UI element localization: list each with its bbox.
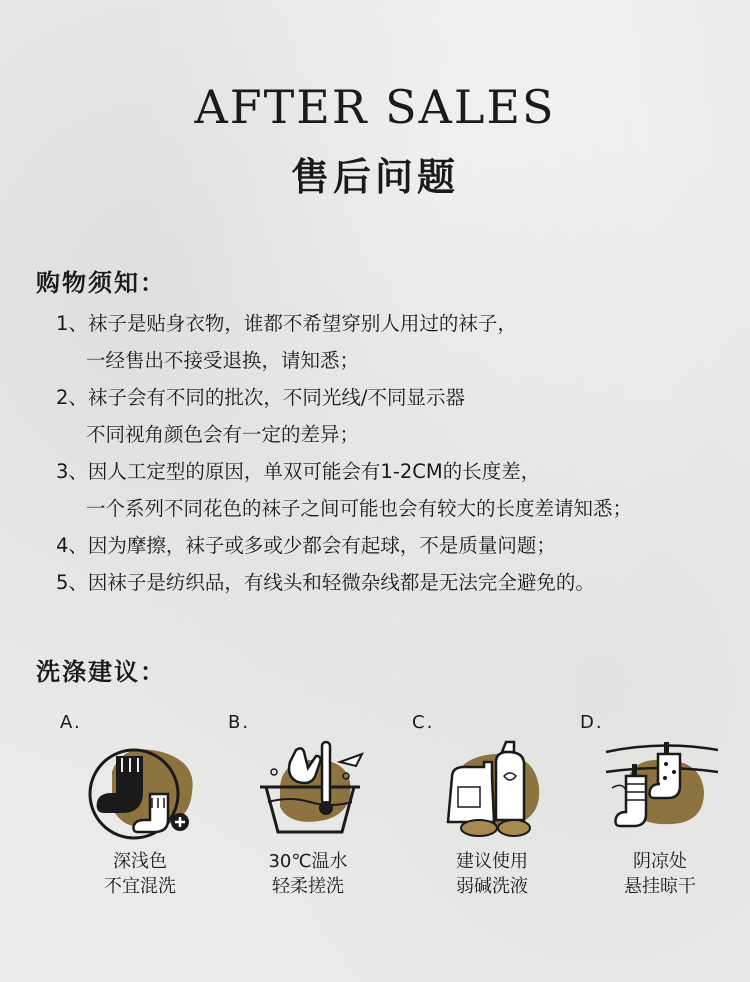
card-letter: A. <box>60 712 82 733</box>
washing-card-b <box>228 712 388 902</box>
card-caption-line1: 深浅色 <box>113 851 167 872</box>
page-title-cn: 售后问题 <box>290 155 459 199</box>
notice-line: 5、因袜子是纺织品，有线头和轻微杂线都是无法完全避免的。 <box>56 571 595 594</box>
notice-line: 不同视角颜色会有一定的差异； <box>86 423 360 446</box>
detergent-icon <box>434 732 554 842</box>
notice-line: 1、袜子是贴身衣物，谁都不希望穿别人用过的袜子， <box>56 312 517 335</box>
card-caption-line1: 阴凉处 <box>633 851 687 872</box>
socks-separate-icon <box>82 732 202 842</box>
notice-line: 4、因为摩擦，袜子或多或少都会有起球，不是质量问题； <box>56 534 556 557</box>
card-letter: C. <box>412 712 435 733</box>
washing-card-a <box>60 712 220 902</box>
notice-line: 3、因人工定型的原因，单双可能会有1-2CM的长度差， <box>56 460 541 483</box>
hand-wash-icon <box>250 732 370 842</box>
washing-card-c <box>412 712 572 902</box>
card-caption-line2: 悬挂晾干 <box>624 876 696 897</box>
washing-advice-heading: 洗涤建议： <box>36 658 166 686</box>
card-letter: B. <box>228 712 251 733</box>
page-title-en: AFTER SALES <box>194 80 556 134</box>
card-caption-line2: 不宜混洗 <box>104 876 176 897</box>
notice-line: 2、袜子会有不同的批次，不同光线/不同显示器 <box>56 386 465 409</box>
washing-card-d <box>580 712 740 902</box>
shopping-notice-heading: 购物须知： <box>36 269 166 297</box>
shopping-notice-list <box>0 305 750 601</box>
card-caption-line1: 30℃温水 <box>268 851 348 872</box>
card-caption-line2: 轻柔搓洗 <box>272 876 344 897</box>
hang-dry-icon <box>602 732 722 842</box>
notice-line: 一经售出不接受退换，请知悉； <box>86 349 360 372</box>
washing-advice-list <box>0 712 750 912</box>
notice-line: 一个系列不同花色的袜子之间可能也会有较大的长度差请知悉； <box>86 497 633 520</box>
card-caption-line2: 弱碱洗液 <box>456 876 528 897</box>
card-caption-line1: 建议使用 <box>456 851 528 872</box>
card-letter: D. <box>580 712 604 733</box>
